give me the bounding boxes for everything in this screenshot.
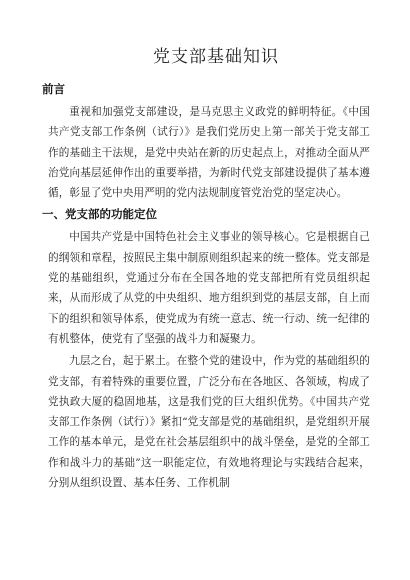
preface-paragraph-1: 重视和加强党支部建设，是马克思主义政党的鲜明特征。《中国共产党支部工作条例（试行）》是我们党历史上第一部关于党支部工作的基础主干法规，是党中央站在新的历史起点上，对推动全面从严治党向基层延伸作出的重要举措，为新时代党支部建设提供了基本遵循，彰显了党中央用严明的党内法规制度管党治党的坚定决心。 bbox=[48, 106, 370, 200]
section-1-paragraph-1: 中国共产党是中国特色社会主义事业的领导核心。它是根据自己的纲领和章程，按照民主集中制原则组织起来的统一整体。党支部是党的基础组织，党通过分布在全国各地的党支部把所有党员组织起来，从而形成了从党的中央组织、地方组织到党的基层支部，自上而下的组织和领导体系，使党成为有统一意志、统一行动、统一纪律的有机整体，使党有了坚强的战斗力和凝聚力。 bbox=[48, 231, 370, 345]
document-title: 党支部基础知识 bbox=[153, 47, 279, 67]
section-1-paragraph-2: 九层之台，起于累土。在整个党的建设中，作为党的基础组织的党支部，有着特殊的重要位置，广泛分布在各地区、各领域，构成了党执政大厦的稳固地基，这是我们党的巨大组织优势。《中国共产党支部工作条例（试行）》紧扣“党支部是党的基础组织，是党组织开展工作的基本单元，是党在社会基层组织中的战斗堡垒，是党的全部工作和战斗力的基础”这一职能定位，有效地将理论与实践结合起来，分别从组织设置、基本任务、工作机制 bbox=[48, 355, 370, 490]
preface-heading: 前言 bbox=[42, 82, 65, 96]
section-1-heading: 一、党支部的功能定位 bbox=[42, 207, 157, 222]
